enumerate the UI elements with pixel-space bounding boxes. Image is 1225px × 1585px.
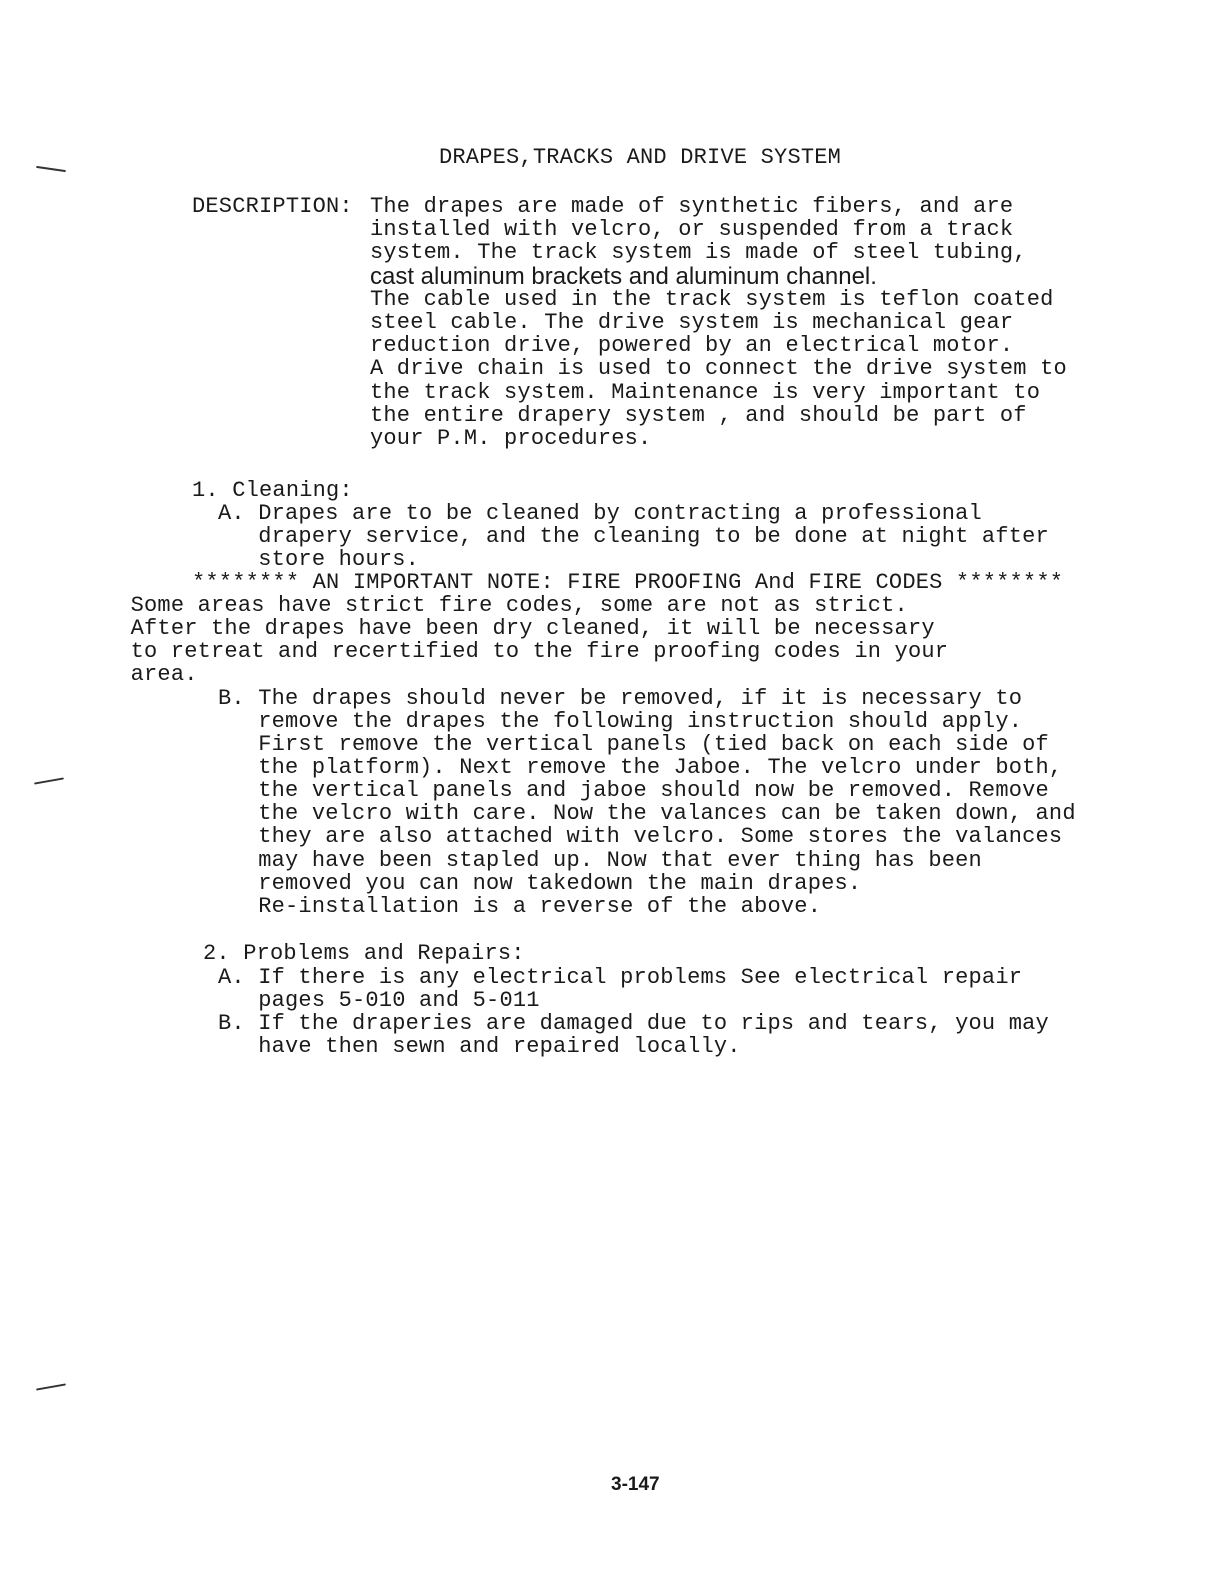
cleaning-item-b-line: First remove the vertical panels (tied back on each side of xyxy=(218,732,1049,757)
important-note-line: area. xyxy=(10,662,198,687)
problems-heading: 2. Problems and Repairs: xyxy=(203,941,525,966)
cleaning-item-a-line: drapery service, and the cleaning to be done at night after xyxy=(218,524,1049,549)
important-note-line: After the drapes have been dry cleaned, it will be necessary xyxy=(10,616,935,641)
problems-item-b-line: have then sewn and repaired locally. xyxy=(218,1034,741,1059)
cleaning-item-b-line: remove the drapes the following instruction should apply. xyxy=(218,709,1023,734)
cleaning-heading: 1. Cleaning: xyxy=(192,478,353,503)
binder-mark-top xyxy=(36,166,66,172)
description-line: The cable used in the track system is teflon coated xyxy=(370,286,1054,312)
cleaning-item-b-line: Re-installation is a reverse of the above. xyxy=(218,894,822,919)
problems-item-a-line: A. If there is any electrical problems See electrical repair xyxy=(218,965,1023,990)
problems-item-b-line: B. If the draperies are damaged due to rips and tears, you may xyxy=(218,1011,1049,1036)
cleaning-item-b-line: the vertical panels and jaboe should now be removed. Remove xyxy=(218,778,1049,803)
cleaning-item-b-line: the velcro with care. Now the valances can be taken down, and xyxy=(218,801,1076,826)
cleaning-item-b-line: the platform). Next remove the Jaboe. The velcro under both, xyxy=(218,755,1063,780)
description-line: system. The track system is made of steel tubing, xyxy=(370,240,1027,266)
cleaning-item-b-line: may have been stapled up. Now that ever thing has been xyxy=(218,848,982,873)
description-line: reduction drive, powered by an electrical motor. xyxy=(370,333,1014,359)
page-title: DRAPES,TRACKS AND DRIVE SYSTEM xyxy=(439,145,842,170)
page-number: 3-147 xyxy=(611,1474,660,1495)
description-label: DESCRIPTION: xyxy=(192,194,353,219)
description-line: The drapes are made of synthetic fibers, and are xyxy=(370,194,1014,219)
description-line: steel cable. The drive system is mechanical gear xyxy=(370,309,1014,335)
cleaning-item-a-line: A. Drapes are to be cleaned by contracting a professional xyxy=(218,501,982,526)
description-line: installed with velcro, or suspended from a track xyxy=(370,217,1014,243)
problems-item-a-line: pages 5-010 and 5-011 xyxy=(218,988,540,1013)
cleaning-item-b-line: they are also attached with velcro. Some stores the valances xyxy=(218,824,1063,849)
description-line: A drive chain is used to connect the drive system to xyxy=(370,356,1067,382)
important-note-line: Some areas have strict fire codes, some are not as strict. xyxy=(10,593,908,618)
cleaning-item-b-line: removed you can now takedown the main drapes. xyxy=(218,871,862,896)
important-note-line: to retreat and recertified to the fire proofing codes in your xyxy=(10,639,949,664)
binder-mark-middle xyxy=(34,777,64,784)
description-line: cast aluminum brackets and aluminum channel. xyxy=(370,262,877,290)
binder-mark-bottom xyxy=(36,1383,66,1390)
description-line: your P.M. procedures. xyxy=(370,425,652,451)
cleaning-item-a-line: store hours. xyxy=(218,547,420,572)
description-text xyxy=(370,195,1067,450)
description-line: the entire drapery system , and should be part of xyxy=(370,402,1027,428)
description-line: the track system. Maintenance is very important to xyxy=(370,379,1041,405)
important-note-line: ******** AN IMPORTANT NOTE: FIRE PROOFING And FIRE CODES ******** xyxy=(192,570,1064,595)
cleaning-item-b-line: B. The drapes should never be removed, if it is necessary to xyxy=(218,686,1023,711)
